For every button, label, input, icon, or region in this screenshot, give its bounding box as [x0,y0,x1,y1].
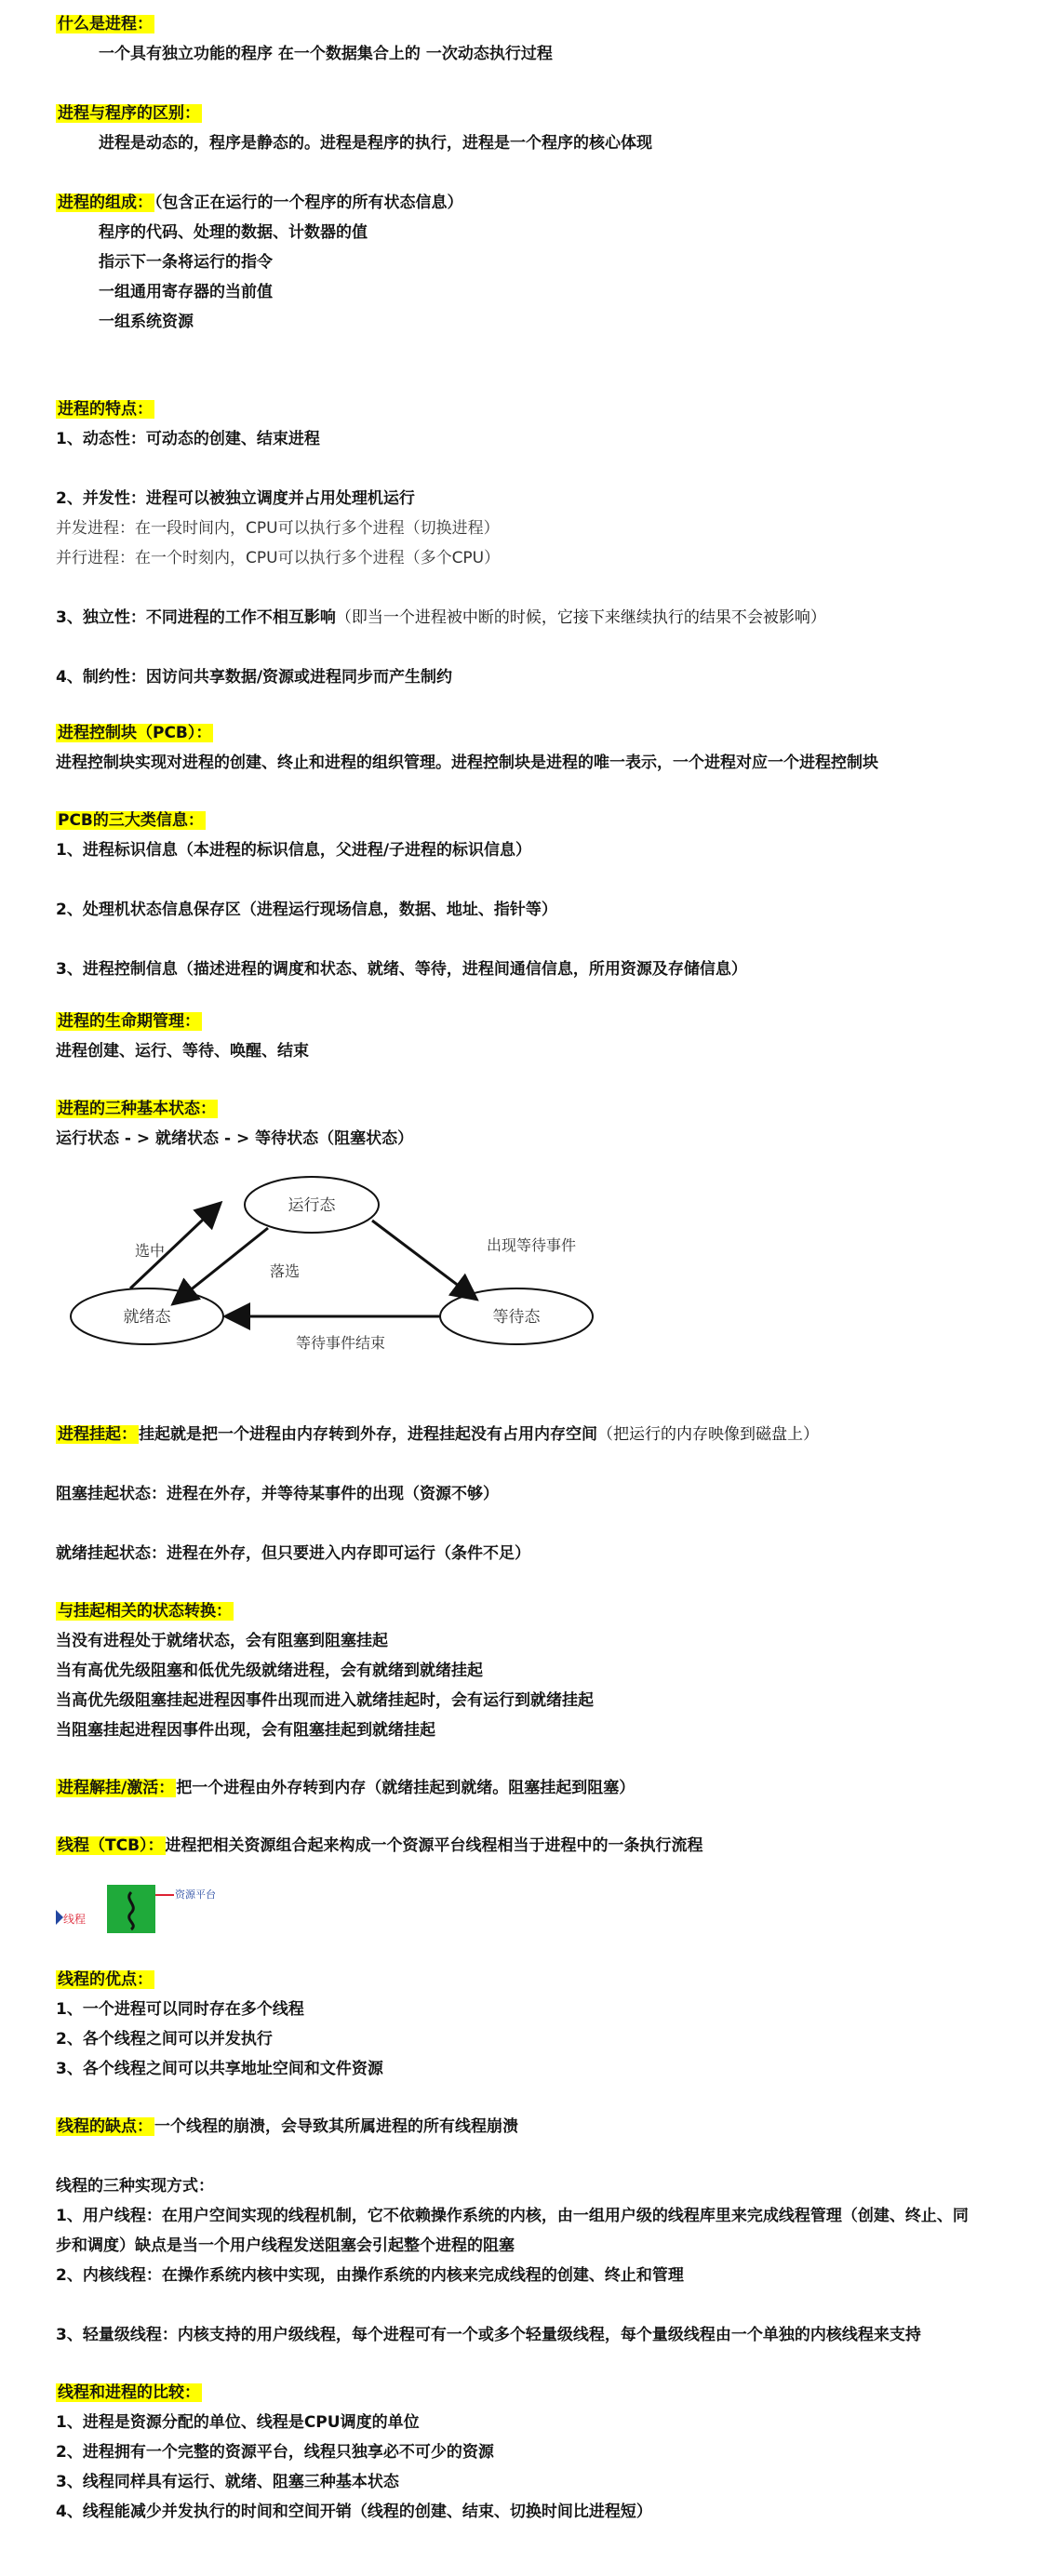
text-line: 3、独立性：不同进程的工作不相互影响（即当一个进程被中断的时候，它接下来继续执行的结果不会被影响） [56,608,826,627]
text-line: 进程是动态的，程序是静态的。进程是程序的执行，进程是一个程序的核心体现 [99,134,652,153]
text-line: 运行状态 - > 就绪状态 - > 等待状态（阻塞状态） [56,1129,414,1148]
event-done-label: 等待事件结束 [296,1334,386,1352]
heading-lifecycle: 进程的生命期管理： [58,1012,200,1031]
list-item: 程序的代码、处理的数据、计数器的值 [99,223,368,242]
arrow-running-to-ready [175,1228,268,1302]
heading-process-features: 进程的特点： [58,400,153,419]
heading-thread-vs-process: 线程和进程的比较： [58,2383,200,2402]
select-label: 选中 [135,1242,166,1260]
running-label: 运行态 [288,1196,336,1215]
resource-platform-box [107,1885,155,1933]
preempt-label: 落选 [270,1262,301,1280]
heading-what-is-process: 什么是进程： [58,15,153,33]
list-item: 一组系统资源 [99,313,194,331]
list-item: 当有高优先级阻塞和低优先级就绪进程，会有就绪到就绪挂起 [56,1662,483,1680]
heading-suspend-transitions: 与挂起相关的状态转换： [58,1602,232,1621]
heading-process-vs-program: 进程与程序的区别： [58,104,200,123]
text-line: 就绪挂起状态：进程在外存，但只要进入内存即可运行（条件不足） [56,1544,530,1563]
list-item: 2、各个线程之间可以并发执行 [56,2030,273,2049]
list-item: 3、各个线程之间可以共享地址空间和文件资源 [56,2060,383,2078]
thread-figure [56,1879,242,1946]
wait-event-label: 出现等待事件 [487,1236,577,1254]
list-item: 2、进程拥有一个完整的资源平台，线程只独享必不可少的资源 [56,2443,494,2462]
arrow-running-to-waiting [372,1221,475,1298]
text-line: 1、进程标识信息（本进程的标识信息，父进程/子进程的标识信息） [56,841,532,860]
text-line: 并行进程：在一个时刻内，CPU可以执行多个进程（多个CPU） [56,549,501,567]
list-item: 1、一个进程可以同时存在多个线程 [56,2000,304,2019]
ready-label: 就绪态 [123,1308,171,1327]
waiting-label: 等待态 [492,1308,541,1327]
heading-thread-cons: 线程的缺点： 一个线程的崩溃，会导致其所属进程的所有线程崩溃 [58,2117,518,2136]
thread-label: 线程 [63,1913,87,1926]
text-line: 1、用户线程：在用户空间实现的线程机制，它不依赖操作系统的内核，由一组用户级的线程库里来完成线程管理（创建、终止、同 [56,2207,969,2225]
text-line: 2、内核线程：在操作系统内核中实现，由操作系统的内核来完成线程的创建、终止和管理 [56,2266,684,2285]
text-line: 3、轻量级线程：内核支持的用户级线程，每个进程可有一个或多个轻量级线程，每个量级线程由一个单独的内核线程来支持 [56,2326,921,2344]
list-item: 4、线程能减少并发执行的时间和空间开销（线程的创建、结束、切换时间比进程短） [56,2503,652,2521]
heading-pcb: 进程控制块（PCB）： [58,724,212,742]
text-line: 2、处理机状态信息保存区（进程运行现场信息，数据、地址、指针等） [56,901,557,919]
resource-platform-label: 资源平台 [175,1889,216,1901]
thread-squiggle-icon [107,1885,155,1933]
text-line: 步和调度）缺点是当一个用户线程发送阻塞会引起整个进程的阻塞 [56,2236,515,2255]
text-line: 4、制约性：因访问共享数据/资源或进程同步而产生制约 [56,668,453,687]
text-line: 一个具有独立功能的程序 在一个数据集合上的 一次动态执行过程 [99,45,553,63]
heading-thread-impl: 线程的三种实现方式： [56,2177,214,2196]
heading-three-states: 进程的三种基本状态： [58,1100,216,1118]
list-item: 一组通用寄存器的当前值 [99,283,273,301]
list-item: 3、线程同样具有运行、就绪、阻塞三种基本状态 [56,2473,399,2491]
text-line: 2、并发性：进程可以被独立调度并占用处理机运行 [56,489,415,508]
thread-marker-icon [56,1910,63,1925]
list-item: 当阻塞挂起进程因事件出现，会有阻塞挂起到就绪挂起 [56,1721,435,1740]
list-item: 1、进程是资源分配的单位、线程是CPU调度的单位 [56,2413,420,2432]
text-line: 进程创建、运行、等待、唤醒、结束 [56,1042,309,1061]
list-item: 当没有进程处于就绪状态，会有阻塞到阻塞挂起 [56,1632,388,1650]
text-line: 并发进程：在一段时间内，CPU可以执行多个进程（切换进程） [56,519,500,538]
text-line: 3、进程控制信息（描述进程的调度和状态、就绪、等待，进程间通信信息，所用资源及存储信息） [56,960,747,979]
text-line: 1、动态性：可动态的创建、结束进程 [56,430,320,448]
heading-process-composition: 进程的组成： （包含正在运行的一个程序的所有状态信息） [58,194,463,212]
text-line: 进程控制块实现对进程的创建、终止和进程的组织管理。进程控制块是进程的唯一表示，一个进程对应一个进程控制块 [56,754,878,772]
state-diagram [56,1163,614,1372]
list-item: 指示下一条将运行的指令 [99,253,273,272]
pointer-line [155,1894,174,1896]
heading-thread-pros: 线程的优点： [58,1970,153,1989]
heading-pcb-info: PCB的三大类信息： [58,811,204,830]
heading-thread: 线程（TCB）： 进程把相关资源组合起来构成一个资源平台线程相当于进程中的一条执行流程 [58,1836,703,1855]
list-item: 当高优先级阻塞挂起进程因事件出现而进入就绪挂起时，会有运行到就绪挂起 [56,1691,594,1710]
heading-activate: 进程解挂/激活： 把一个进程由外存转到内存（就绪挂起到就绪。阻塞挂起到阻塞） [58,1779,636,1797]
heading-suspend: 进程挂起： 挂起就是把一个进程由内存转到外存，进程挂起没有占用内存空间（把运行的内存映像到磁盘上） [58,1425,819,1444]
text-line: 阻塞挂起状态：进程在外存，并等待某事件的出现（资源不够） [56,1485,499,1503]
